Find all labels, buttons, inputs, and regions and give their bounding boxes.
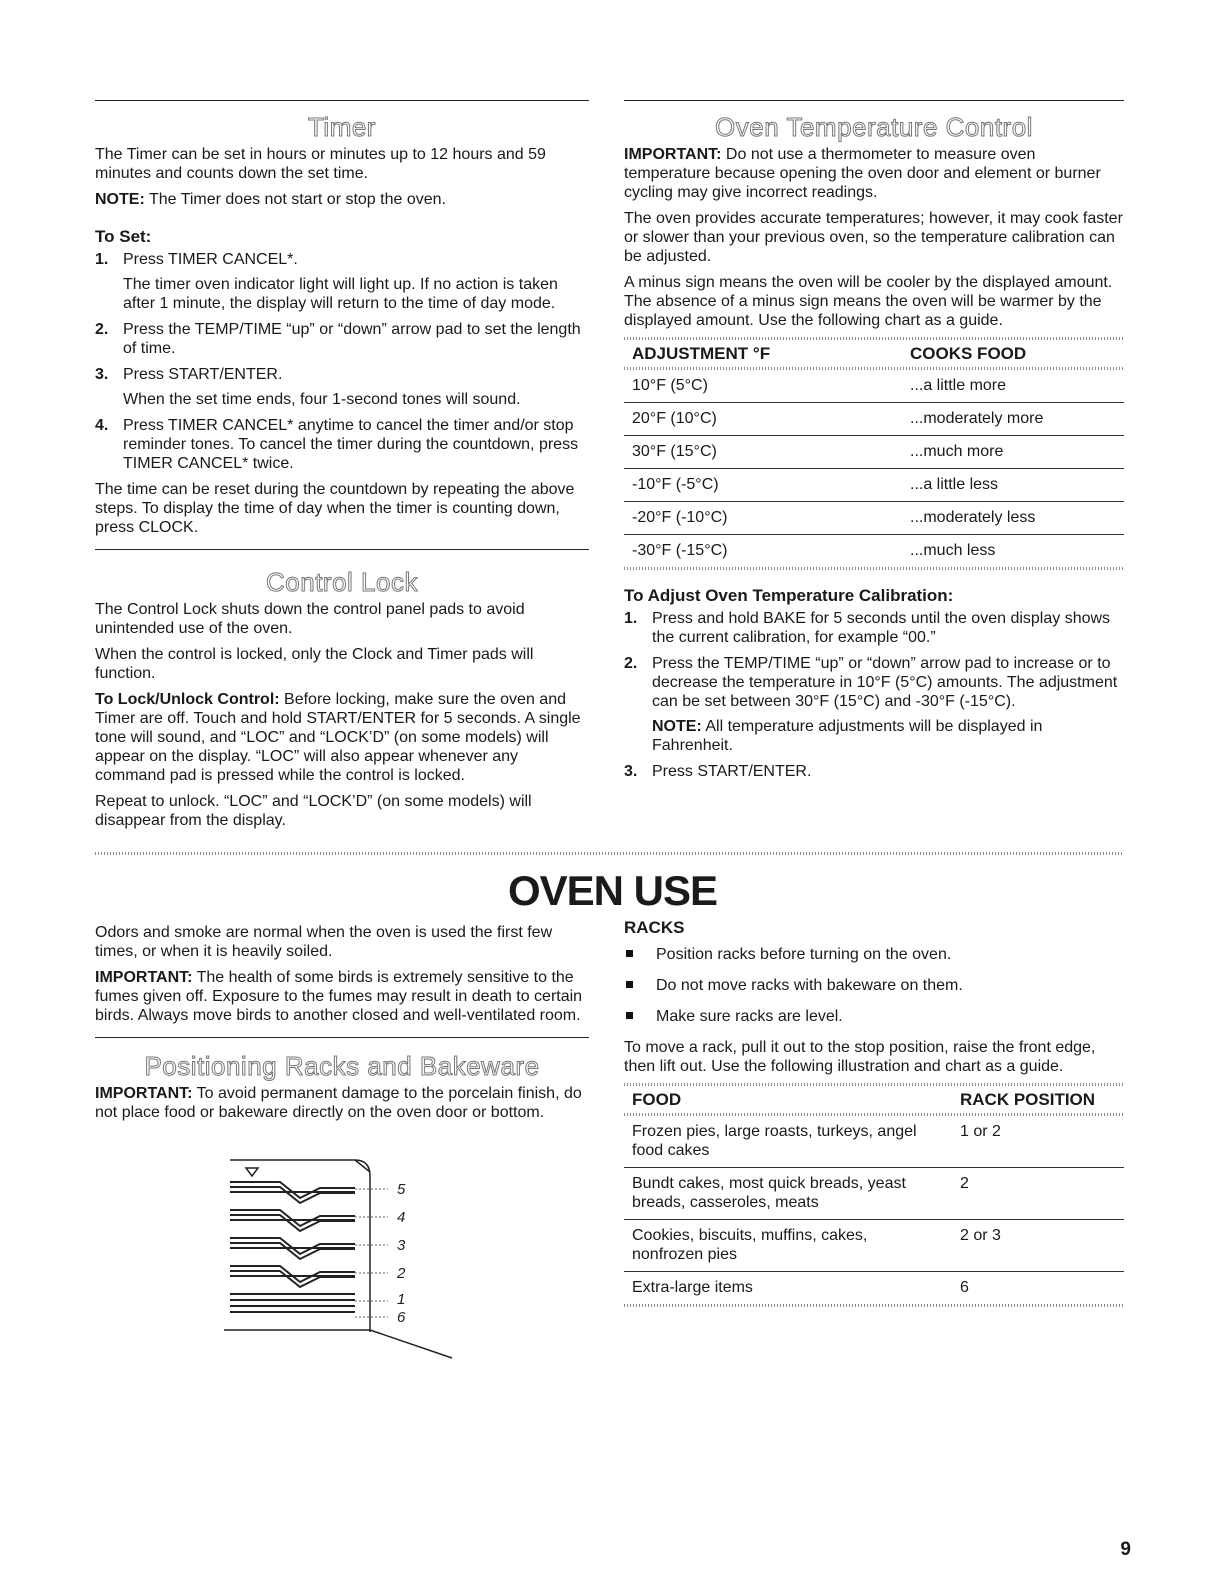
note-label: NOTE: bbox=[95, 191, 145, 208]
to-set-heading: To Set: bbox=[95, 227, 152, 246]
bullet-item bbox=[624, 945, 1124, 964]
adjust-heading: To Adjust Oven Temperature Calibration: bbox=[624, 586, 954, 605]
important-label: IMPORTANT: bbox=[95, 969, 193, 986]
note-text: The Timer does not start or stop the oven. bbox=[144, 191, 446, 208]
rack-label: 1 bbox=[397, 1291, 406, 1308]
timer-note bbox=[95, 190, 589, 209]
bullet-icon bbox=[626, 950, 633, 957]
step-number: 3. bbox=[624, 763, 638, 780]
left-top-column bbox=[95, 100, 589, 837]
bullet-icon bbox=[626, 1012, 633, 1019]
step-extra: The timer oven indicator light will light up. If no action is taken after 1 minute, the display will return to the time of day mode. bbox=[123, 276, 558, 312]
rack bbox=[230, 1210, 355, 1231]
timer-intro: The Timer can be set in hours or minutes up to 12 hours and 59 minutes and counts down the set time. bbox=[95, 146, 546, 182]
adjust-step bbox=[624, 654, 1124, 755]
table-row bbox=[624, 535, 1124, 568]
control-lock-p1: The Control Lock shuts down the control panel pads to avoid unintended use of the oven. bbox=[95, 601, 525, 637]
table-row bbox=[624, 502, 1124, 535]
step-number: 3. bbox=[95, 366, 109, 383]
table-cell: ...a little less bbox=[902, 469, 1124, 502]
timer-outro: The time can be reset during the countdown by repeating the above steps. To display the time of day when the timer is counting down, press CLOCK. bbox=[95, 481, 575, 536]
table-cell: ...much more bbox=[902, 436, 1124, 469]
step-number: 1. bbox=[624, 610, 638, 627]
table-row bbox=[624, 403, 1124, 436]
rack-leaders bbox=[355, 1189, 388, 1317]
oven-use-title: OVEN USE bbox=[507, 867, 718, 914]
table-header: RACK POSITION bbox=[960, 1090, 1096, 1109]
oven-door-line bbox=[224, 1330, 452, 1358]
table-header: ADJUSTMENT °F bbox=[632, 344, 771, 363]
section-rule bbox=[624, 100, 1124, 101]
rack bbox=[230, 1238, 355, 1259]
rack bbox=[230, 1266, 355, 1287]
adjust-step bbox=[624, 762, 1124, 781]
step-text: Press the TEMP/TIME “up” or “down” arrow pad to set the length of time. bbox=[123, 321, 581, 357]
rack-label: 2 bbox=[397, 1265, 406, 1282]
important-label: IMPORTANT: bbox=[624, 146, 722, 163]
important-text: Do not use a thermometer to measure oven temperature because opening the oven door and element or burner cycling may give incorrect readings. bbox=[624, 146, 1101, 201]
timer-step bbox=[95, 416, 589, 473]
control-lock-p4: Repeat to unlock. “LOC” and “LOCK’D” (on some models) will disappear from the display. bbox=[95, 793, 532, 829]
bullet-text: Do not move racks with bakeware on them. bbox=[656, 977, 963, 994]
table-row bbox=[624, 1272, 1124, 1305]
rack-label: 4 bbox=[397, 1209, 406, 1226]
step-text: Press TIMER CANCEL*. bbox=[123, 251, 298, 268]
rack-position-table bbox=[624, 1116, 1124, 1304]
bullet-text: Position racks before turning on the oven. bbox=[656, 946, 952, 963]
table-cell: -30°F (-15°C) bbox=[632, 542, 728, 559]
rack-positions-illustration bbox=[220, 1152, 480, 1362]
lock-label: To Lock/Unlock Control: bbox=[95, 691, 280, 708]
table-cell: Frozen pies, large roasts, turkeys, angel food cakes bbox=[624, 1116, 952, 1168]
rack-label: 6 bbox=[397, 1309, 406, 1326]
positioning-title: Positioning Racks and Bakeware bbox=[144, 1051, 540, 1081]
oven-temp-p2: The oven provides accurate temperatures; however, it may cook faster or slower than your previous oven, so the temperature calibration can be adjusted. bbox=[624, 210, 1123, 265]
step-number: 1. bbox=[95, 251, 109, 268]
table-cell: ...much less bbox=[910, 542, 996, 559]
bullet-text: Make sure racks are level. bbox=[656, 1008, 843, 1025]
table-cell: Bundt cakes, most quick breads, yeast breads, casseroles, meats bbox=[624, 1168, 952, 1220]
table-cell: 20°F (10°C) bbox=[624, 403, 902, 436]
note-label: NOTE: bbox=[652, 718, 702, 735]
table-cell: 10°F (5°C) bbox=[624, 370, 902, 403]
control-lock-p2: When the control is locked, only the Clock and Timer pads will function. bbox=[95, 646, 534, 682]
rack-label: 3 bbox=[397, 1237, 406, 1254]
step-text: Press START/ENTER. bbox=[652, 763, 812, 780]
right-top-column bbox=[624, 100, 1124, 788]
timer-step bbox=[95, 365, 589, 409]
page-number: 9 bbox=[1120, 1539, 1131, 1560]
table-cell: ...a little more bbox=[902, 370, 1124, 403]
table-cell: ...moderately less bbox=[902, 502, 1124, 535]
table-cell: -20°F (-10°C) bbox=[624, 502, 902, 535]
adjust-steps bbox=[624, 609, 1124, 781]
right-bottom-column bbox=[624, 918, 1124, 1307]
calibration-table bbox=[624, 340, 1124, 367]
important-label: IMPORTANT: bbox=[95, 1085, 193, 1102]
table-header-row bbox=[624, 340, 1124, 367]
step-extra: When the set time ends, four 1-second tones will sound. bbox=[123, 391, 521, 408]
racks-heading: RACKS bbox=[624, 918, 685, 937]
table-cell: 2 bbox=[952, 1168, 1124, 1220]
table-cell: Cookies, biscuits, muffins, cakes, nonfrozen pies bbox=[624, 1220, 952, 1272]
calibration-table-body bbox=[624, 370, 1124, 567]
racks bbox=[230, 1182, 355, 1312]
table-cell: ...moderately more bbox=[902, 403, 1124, 436]
table-row bbox=[624, 370, 1124, 403]
racks-bullets bbox=[624, 945, 1124, 1026]
table-row bbox=[624, 1116, 1124, 1168]
table-row bbox=[624, 469, 1124, 502]
rack bbox=[230, 1294, 355, 1312]
table-header: COOKS FOOD bbox=[910, 344, 1027, 363]
bullet-icon bbox=[626, 981, 633, 988]
step-number: 4. bbox=[95, 417, 109, 434]
table-header-row bbox=[624, 1086, 1124, 1113]
table-cell: 1 or 2 bbox=[952, 1116, 1124, 1168]
step-text: Press and hold BAKE for 5 seconds until the oven display shows the current calibration, for example “00.” bbox=[652, 610, 1111, 646]
table-cell: 2 or 3 bbox=[952, 1220, 1124, 1272]
oven-temp-p3: A minus sign means the oven will be cooler by the displayed amount. The absence of a minus sign means the oven will be warmer by the displayed amount. Use the following chart as a guide. bbox=[624, 274, 1113, 329]
step-number: 2. bbox=[624, 655, 638, 672]
table-bottom-rule bbox=[624, 1304, 1124, 1307]
timer-title: Timer bbox=[308, 112, 376, 142]
racks-p1: To move a rack, pull it out to the stop position, raise the front edge, then lift out. Use the following illustration and chart as a guide. bbox=[624, 1039, 1096, 1075]
oven-temp-important bbox=[624, 145, 1124, 202]
rack-position-table-header bbox=[624, 1086, 1124, 1113]
section-rule bbox=[95, 549, 589, 550]
table-cell: -10°F (-5°C) bbox=[624, 469, 902, 502]
table-row bbox=[624, 1220, 1124, 1272]
rack bbox=[230, 1182, 355, 1203]
left-bottom-column bbox=[95, 923, 589, 1129]
step-number: 2. bbox=[95, 321, 109, 338]
bullet-item bbox=[624, 976, 1124, 995]
control-lock-title: Control Lock bbox=[266, 567, 418, 597]
step-text: Press START/ENTER. bbox=[123, 366, 283, 383]
positioning-important bbox=[95, 1084, 589, 1122]
table-row bbox=[624, 1168, 1124, 1220]
table-row bbox=[624, 436, 1124, 469]
lock-text: Before locking, make sure the oven and Timer are off. Touch and hold START/ENTER for 5 seconds. A single tone will sound, and “LOC” and “LOCK’D” (on some models) will appear on the display. “LOC” will also appear whenever any command pad is pressed while the control is locked. bbox=[95, 691, 581, 784]
rack-label: 5 bbox=[397, 1181, 406, 1198]
section-rule bbox=[95, 100, 589, 101]
oven-use-p1: Odors and smoke are normal when the oven is used the first few times, or when it is heavily soiled. bbox=[95, 924, 553, 960]
section-rule bbox=[95, 1037, 589, 1038]
note-text: All temperature adjustments will be displayed in Fahrenheit. bbox=[652, 718, 1043, 754]
step-text: Press TIMER CANCEL* anytime to cancel the timer and/or stop reminder tones. To cancel the timer during the countdown, press TIMER CANCEL* twice. bbox=[123, 417, 579, 472]
control-lock-p3 bbox=[95, 690, 589, 785]
table-header: FOOD bbox=[632, 1090, 682, 1109]
page-separator bbox=[95, 852, 1124, 855]
important-text: The health of some birds is extremely sensitive to the fumes given off. Exposure to the fumes may result in death to certain birds. Always move birds to another closed and well-ventilated room. bbox=[95, 969, 583, 1024]
oven-temp-title: Oven Temperature Control bbox=[715, 112, 1033, 142]
timer-steps bbox=[95, 250, 589, 473]
table-cell: 30°F (15°C) bbox=[624, 436, 902, 469]
timer-step bbox=[95, 250, 589, 313]
oven-use-important bbox=[95, 968, 589, 1025]
bullet-item bbox=[624, 1007, 1124, 1026]
table-cell: 6 bbox=[960, 1279, 969, 1296]
adjust-note bbox=[652, 717, 1124, 755]
adjust-step bbox=[624, 609, 1124, 647]
step-text: Press the TEMP/TIME “up” or “down” arrow pad to increase or to decrease the temperature in 10°F (5°C) amounts. The adjustment can be set between 30°F (15°C) and -30°F (-15°C). bbox=[652, 655, 1118, 710]
timer-step bbox=[95, 320, 589, 358]
table-bottom-rule bbox=[624, 567, 1124, 570]
important-text: To avoid permanent damage to the porcelain finish, do not place food or bakeware directly on the oven door or bottom. bbox=[95, 1085, 582, 1121]
table-cell: Extra-large items bbox=[632, 1279, 753, 1296]
rack-stop-icon bbox=[246, 1168, 258, 1176]
